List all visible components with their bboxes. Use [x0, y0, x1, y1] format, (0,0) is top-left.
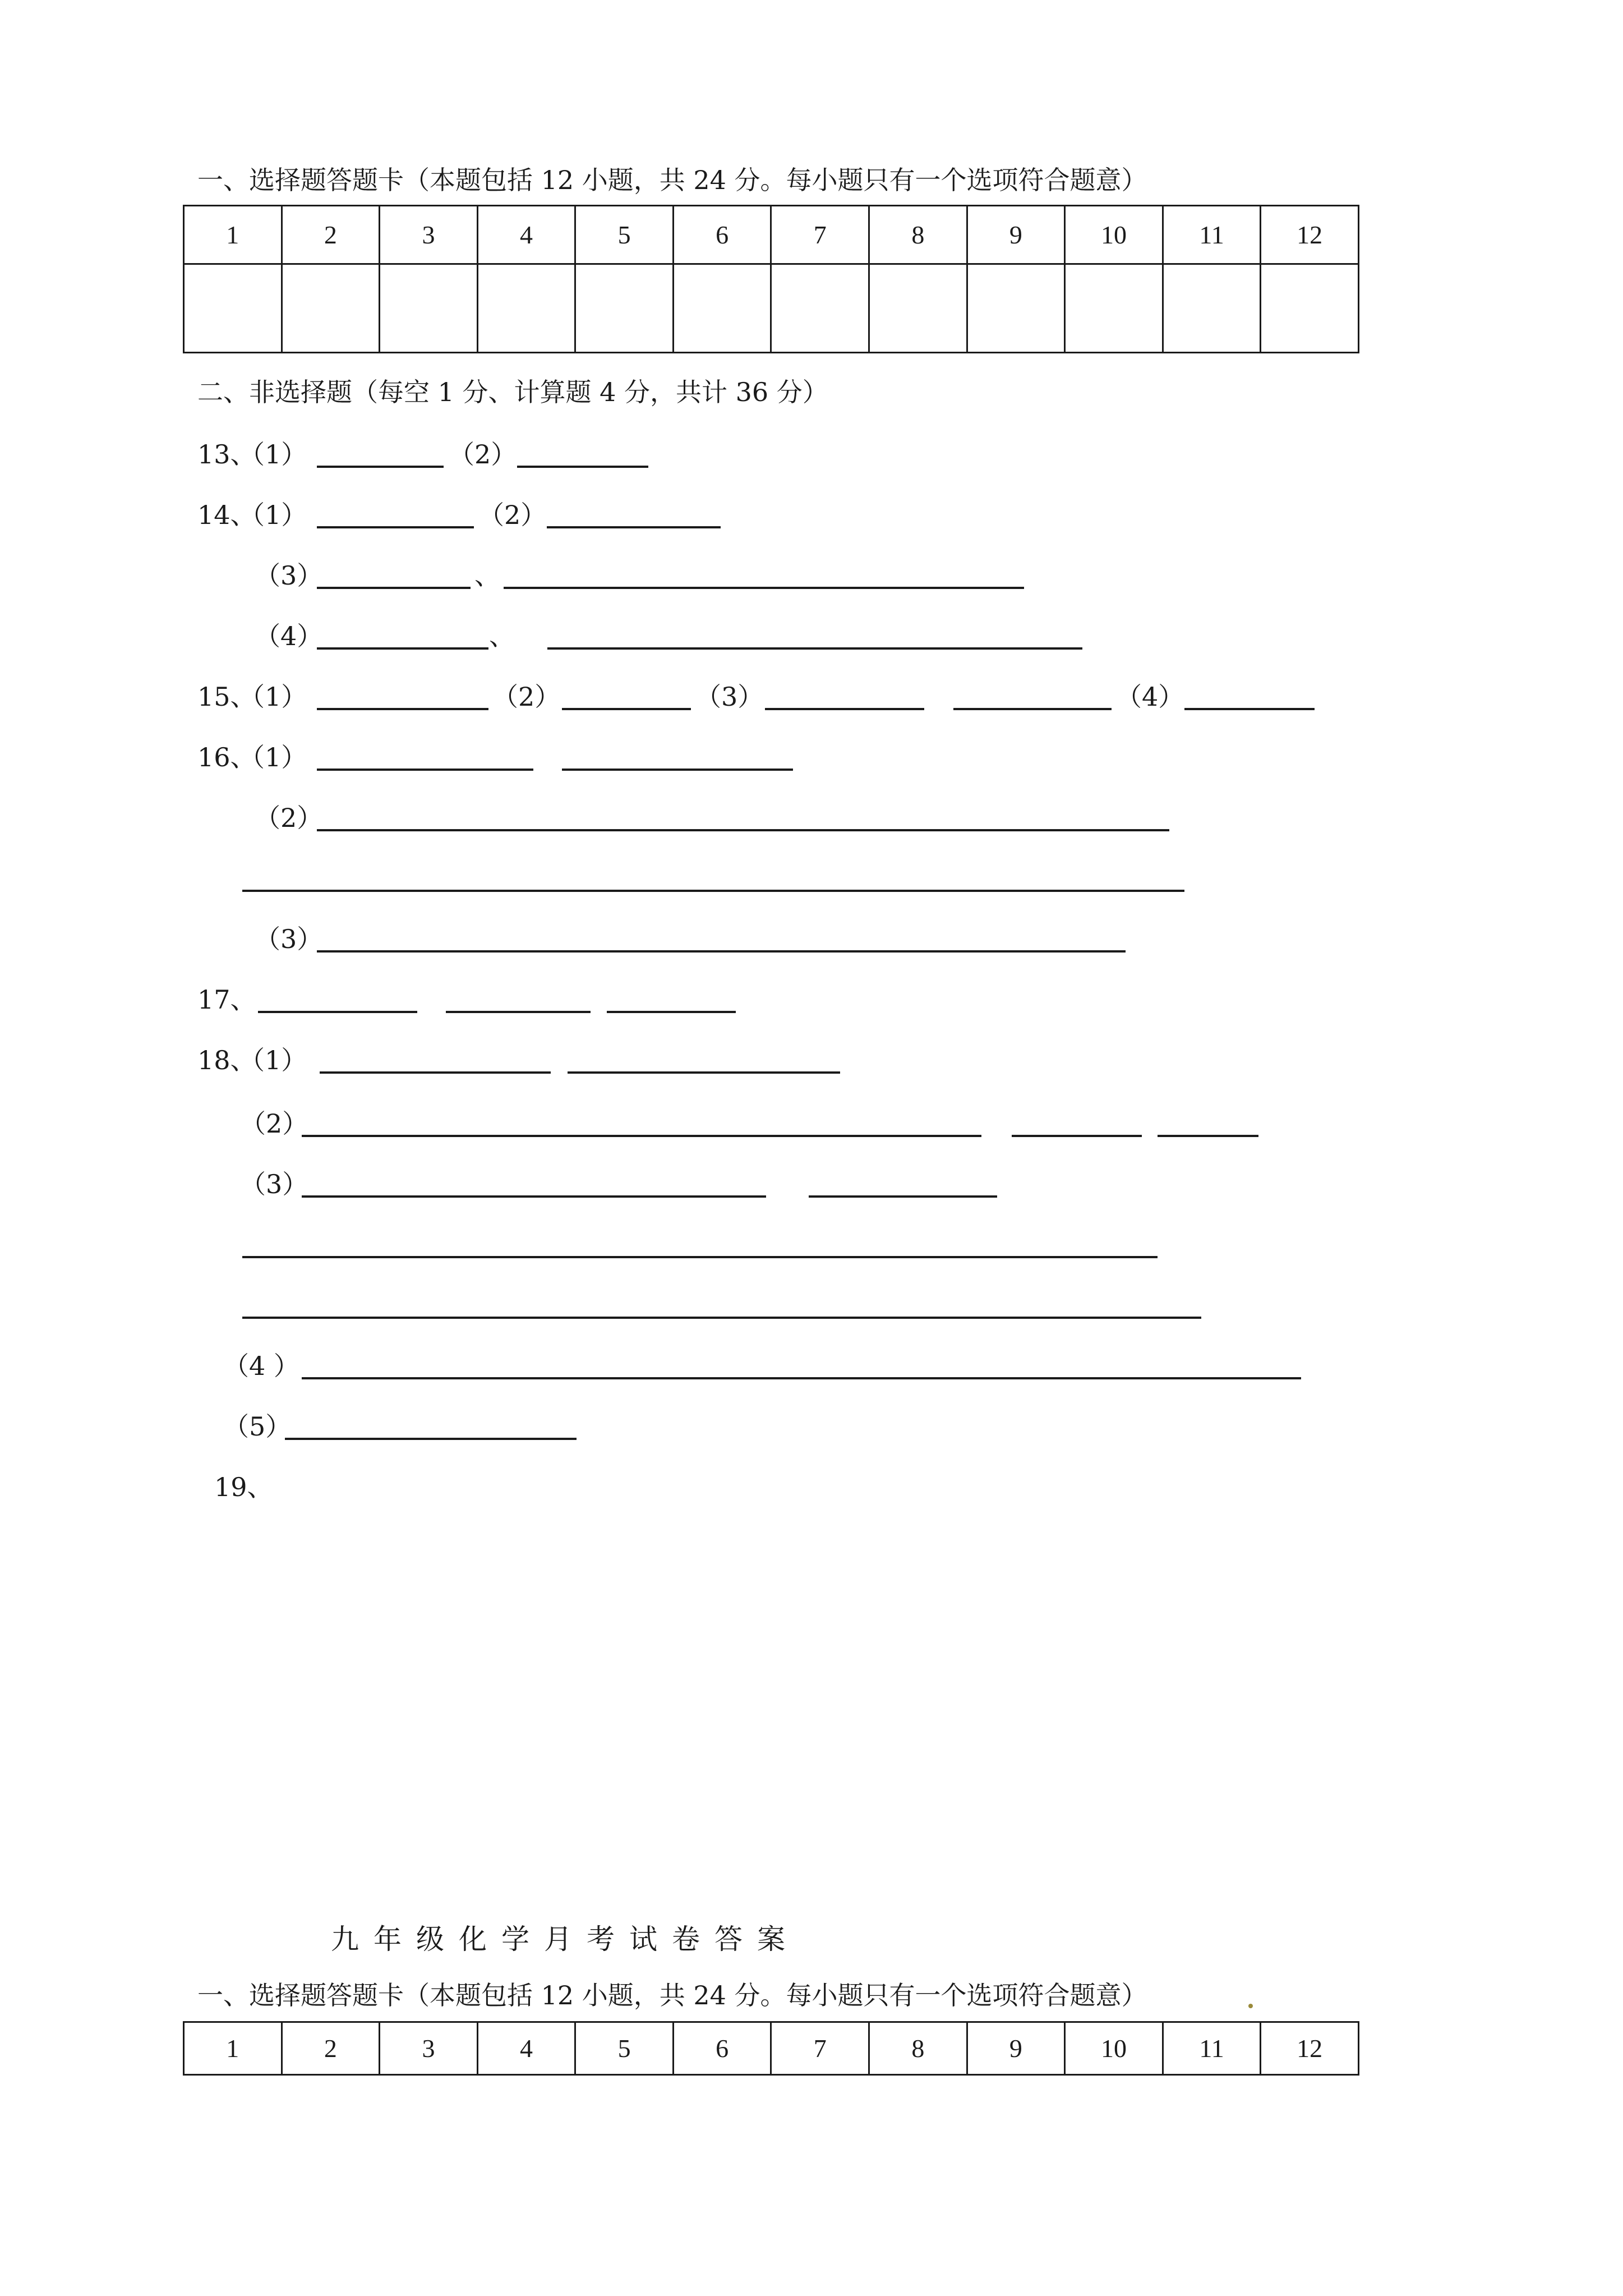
question-number-cell: 7	[771, 2022, 869, 2075]
q14-part1-blank[interactable]	[317, 526, 474, 528]
q15-part4-label: （4）	[1116, 682, 1184, 712]
q14-part2-label: （2）	[478, 500, 547, 530]
answer-cell[interactable]	[282, 264, 380, 353]
question-number-cell: 9	[967, 2022, 1065, 2075]
answer-cell[interactable]	[575, 264, 674, 353]
q15-part4-blank[interactable]	[1184, 708, 1315, 710]
q15-part3-label: （3）	[695, 682, 764, 712]
question-number-cell: 5	[575, 206, 674, 264]
q15-number: 15、	[197, 682, 256, 712]
answer-cell[interactable]	[673, 264, 771, 353]
q14-part3-separator: 、	[474, 560, 500, 591]
answer-cell[interactable]	[477, 264, 575, 353]
q18-part5-blank[interactable]	[285, 1438, 577, 1440]
q18-part4-label: （4 ）	[223, 1351, 299, 1381]
q18-part1-blank-b[interactable]	[568, 1071, 840, 1074]
q18-part4-blank[interactable]	[302, 1377, 1301, 1379]
section2-heading: 二、非选择题（每空 1 分、计算题 4 分，共计 36 分）	[197, 377, 828, 407]
q13-part2-blank[interactable]	[517, 466, 648, 468]
q18-part1-label: （1）	[239, 1045, 307, 1075]
q13-part1-label: （1）	[239, 439, 307, 470]
question-number-cell: 3	[380, 206, 478, 264]
q14-part4-label: （4）	[255, 621, 323, 651]
answer-key-table	[183, 2021, 1359, 2076]
q16-part2-blank-continued[interactable]	[242, 890, 1184, 892]
q18-part3-blank-continued-1[interactable]	[242, 1256, 1158, 1258]
answer-cell[interactable]	[184, 264, 282, 353]
q14-part4-blank-b[interactable]	[547, 647, 1082, 650]
q16-part2-label: （2）	[255, 803, 323, 833]
answer-key-heading: 一、选择题答题卡（本题包括 12 小题，共 24 分。每小题只有一个选项符合题意）	[197, 1980, 1147, 2010]
q16-part2-blank[interactable]	[317, 829, 1169, 831]
section1-heading: 一、选择题答题卡（本题包括 12 小题，共 24 分。每小题只有一个选项符合题意）	[197, 165, 1147, 195]
q13-part1-blank[interactable]	[317, 466, 444, 468]
stray-mark	[1248, 2004, 1253, 2008]
q18-part2-blank-b[interactable]	[1012, 1135, 1142, 1137]
q16-part1-label: （1）	[239, 742, 307, 772]
q15-part2-blank[interactable]	[562, 708, 691, 710]
question-number-cell: 4	[477, 2022, 575, 2075]
q14-part4-separator: 、	[489, 621, 515, 651]
q14-part3-label: （3）	[255, 560, 323, 591]
question-number-cell: 2	[282, 206, 380, 264]
q17-blank-3[interactable]	[607, 1011, 736, 1013]
q14-part3-blank-b[interactable]	[504, 587, 1024, 589]
question-number-cell: 6	[673, 206, 771, 264]
q15-part3-blank-b[interactable]	[953, 708, 1112, 710]
question-number-cell: 12	[1261, 206, 1359, 264]
q13-number: 13、	[197, 439, 256, 470]
question-number-cell: 2	[282, 2022, 380, 2075]
q17-blank-2[interactable]	[446, 1011, 591, 1013]
question-number-cell: 12	[1261, 2022, 1359, 2075]
answer-card-table	[183, 205, 1359, 353]
question-number-cell: 10	[1065, 2022, 1163, 2075]
q18-part3-blank-a[interactable]	[302, 1195, 766, 1198]
q18-part2-blank-a[interactable]	[302, 1135, 981, 1137]
q18-part2-label: （2）	[240, 1108, 308, 1139]
question-number-cell: 1	[184, 2022, 282, 2075]
q18-part5-label: （5）	[223, 1411, 292, 1442]
question-number-cell: 8	[869, 206, 967, 264]
q14-part4-blank-a[interactable]	[317, 647, 488, 650]
q15-part3-blank-a[interactable]	[765, 708, 924, 710]
question-number-cell: 7	[771, 206, 869, 264]
q13-part2-label: （2）	[449, 439, 517, 470]
q16-part1-blank-a[interactable]	[317, 769, 533, 771]
answer-cell[interactable]	[1261, 264, 1359, 353]
question-number-cell: 1	[184, 206, 282, 264]
q14-part2-blank[interactable]	[547, 526, 721, 528]
q19-number: 19、	[214, 1472, 273, 1502]
answer-cell[interactable]	[771, 264, 869, 353]
question-number-cell: 3	[380, 2022, 478, 2075]
question-number-cell: 8	[869, 2022, 967, 2075]
answer-cell[interactable]	[380, 264, 478, 353]
q16-part1-blank-b[interactable]	[562, 769, 793, 771]
answer-card-answer-row	[184, 264, 1359, 353]
q18-part2-blank-c[interactable]	[1158, 1135, 1258, 1137]
q18-number: 18、	[197, 1045, 256, 1075]
answer-key-header-row	[184, 2022, 1359, 2075]
question-number-cell: 11	[1163, 2022, 1261, 2075]
question-number-cell: 11	[1163, 206, 1261, 264]
q18-part3-blank-continued-2[interactable]	[242, 1317, 1201, 1319]
q15-part2-label: （2）	[492, 682, 561, 712]
q16-number: 16、	[197, 742, 256, 772]
q18-part3-blank-b[interactable]	[809, 1195, 997, 1198]
q17-number: 17、	[197, 984, 256, 1015]
q14-part1-label: （1）	[239, 500, 307, 530]
q17-blank-1[interactable]	[258, 1011, 417, 1013]
answer-cell[interactable]	[1163, 264, 1261, 353]
answer-cell[interactable]	[1065, 264, 1163, 353]
question-number-cell: 6	[673, 2022, 771, 2075]
q14-number: 14、	[197, 500, 256, 530]
question-number-cell: 5	[575, 2022, 674, 2075]
answer-card-header-row	[184, 206, 1359, 264]
answer-key-title: 九年级化学月考试卷答案	[331, 1923, 800, 1955]
q14-part3-blank-a[interactable]	[317, 587, 471, 589]
q18-part1-blank-a[interactable]	[320, 1071, 551, 1074]
question-number-cell: 9	[967, 206, 1065, 264]
q15-part1-label: （1）	[239, 682, 307, 712]
q16-part3-label: （3）	[255, 924, 323, 954]
answer-cell[interactable]	[869, 264, 967, 353]
question-number-cell: 4	[477, 206, 575, 264]
q16-part3-blank[interactable]	[317, 950, 1126, 953]
question-number-cell: 10	[1065, 206, 1163, 264]
q18-part3-label: （3）	[240, 1169, 308, 1199]
answer-cell[interactable]	[967, 264, 1065, 353]
q15-part1-blank[interactable]	[317, 708, 488, 710]
